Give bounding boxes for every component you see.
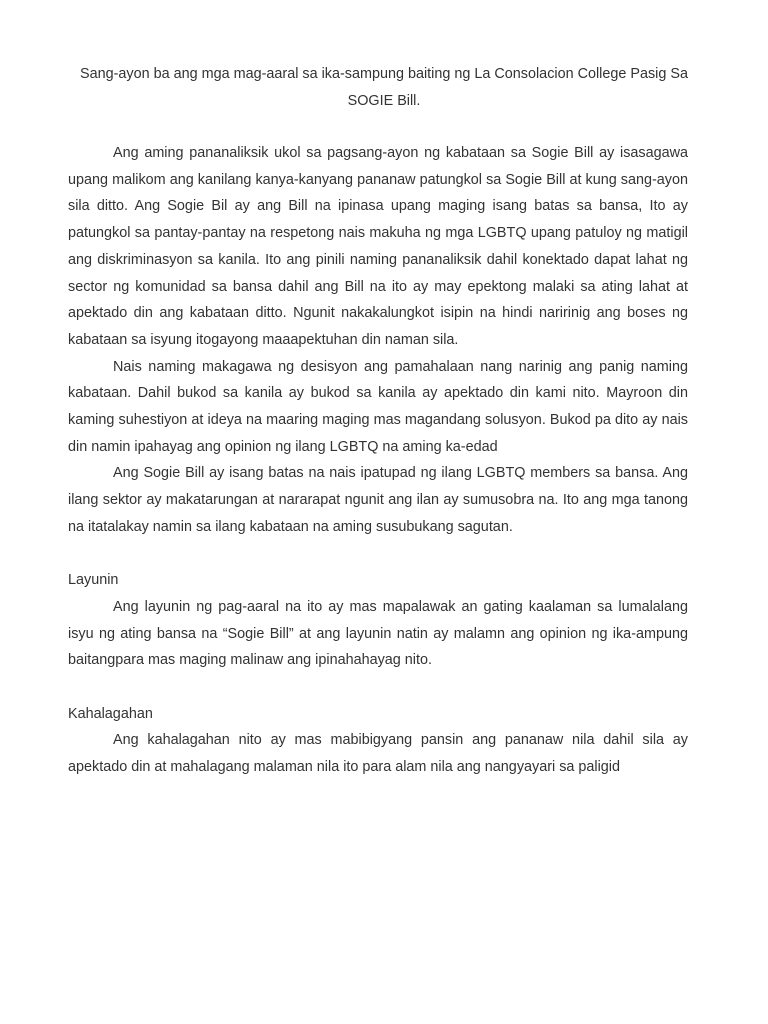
intro-paragraph-2: Nais naming makagawa ng desisyon ang pamahalaan nang narinig ang panig naming kabataan. Dahil bukod sa kanila ay bukod sa kanila ay apektado din kami nito. Mayroon din kaming suhestiyon at ideya na maaring maging mas magandang solusyon. Bukod pa dito ay nais din namin ipahayag ang opinion ng ilang LGBTQ na aming ka-edad (68, 358, 688, 455)
layunin-paragraph: Ang layunin ng pag-aaral na ito ay mas mapalawak an gating kaalaman sa lumalalang isyu ng ating bansa na “Sogie Bill” at ang layunin natin ay malamn ang opinion ng ika-ampung baitangpara mas maging malinaw ang ipinahahayag nito. (68, 598, 688, 669)
kahalagahan-heading: Kahalagahan (68, 705, 153, 722)
document-body (68, 140, 688, 781)
layunin-heading: Layunin (68, 572, 119, 589)
kahalagahan-paragraph: Ang kahalagahan nito ay mas mabibigyang pansin ang pananaw nila dahil sila ay apektado din at mahalagang malaman nila ito para alam nila ang nangyayari sa paligid (68, 732, 688, 776)
document-title: Sang-ayon ba ang mga mag-aaral sa ika-sampung baiting ng La Consolacion College Pasig Sa SOGIE Bill. (80, 66, 688, 109)
intro-paragraph-1: Ang aming pananaliksik ukol sa pagsang-ayon ng kabataan sa Sogie Bill ay isasagawa upang malikom ang kanilang kanya-kanyang pananaw patungkol sa Sogie Bill at kung sang-ayon sila ditto. Ang Sogie Bil ay ang Bill na ipinasa upang maging isang batas sa bansa, Ito ay patungkol sa pantay-pantay na respetong nais makuha ng mga LGBTQ upang patuloy ng matigil ang diskriminasyon sa kanila. Ito ang pinili naming pananaliksik dahil konektado dapat lahat ng sector ng komunidad sa bansa dahil ang Bill na ito ay may epektong malaki sa ating lahat at apektado din ang kabataan ditto. Ngunit nakakalungkot isipin na hindi naririnig ang boses ng kabataan sa isyung itogayong maaapektuhan din naman sila. (68, 145, 688, 348)
intro-paragraph-3: Ang Sogie Bill ay isang batas na nais ipatupad ng ilang LGBTQ members sa bansa. Ang ilang sektor ay makatarungan at nararapat ngunit ang ilan ay sumusobra na. Ito ang mga tanong na itatalakay namin sa ilang kabataan na aming susubukang sagutan. (68, 465, 688, 535)
section-spacer (68, 674, 688, 701)
section-spacer (68, 541, 688, 568)
